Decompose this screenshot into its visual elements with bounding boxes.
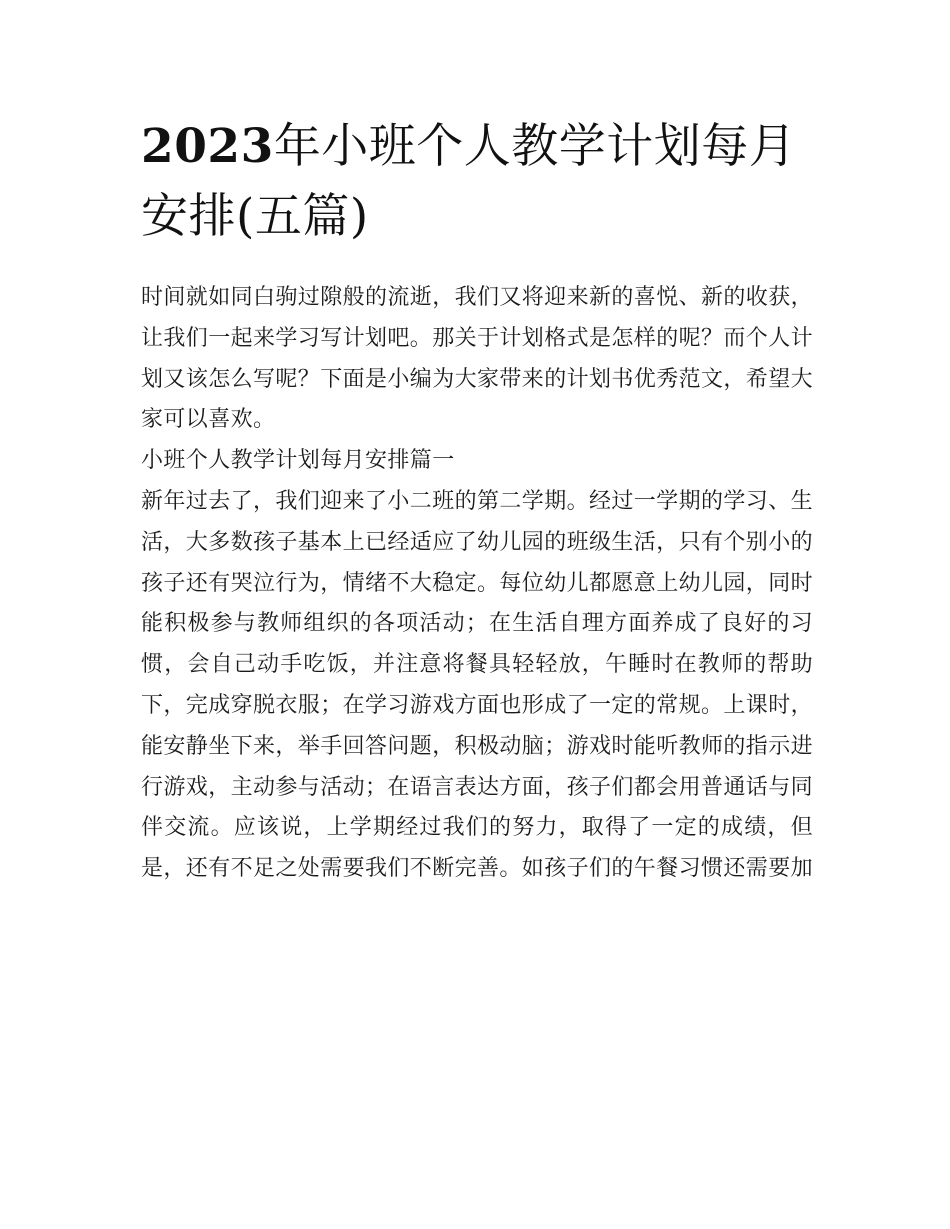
document-title (141, 112, 813, 252)
title-text: 年小班个人教学计划每月安排(五篇) (141, 119, 797, 244)
title-year: 2023 (141, 119, 274, 174)
section-body-paragraph: 新年过去了，我们迎来了小二班的第二学期。经过一学期的学习、生活，大多数孩子基本上已经适应了幼儿园的班级生活，只有个别小的孩子还有哭泣行为，情绪不大稳定。每位幼儿都愿意上幼儿园，同时能积极参与教师组织的各项活动；在生活自理方面养成了良好的习惯，会自己动手吃饭，并注意将餐具轻轻放，午睡时在教师的帮助下，完成穿脱衣服；在学习游戏方面也形成了一定的常规。上课时，能安静坐下来，举手回答问题，积极动脑；游戏时能听教师的指示进行游戏，主动参与活动；在语言表达方面，孩子们都会用普通话与同伴交流。应该说，上学期经过我们的努力，取得了一定的成绩，但是，还有不足之处需要我们不断完善。如孩子们的午餐习惯还需要加 (141, 488, 814, 882)
document-content (141, 112, 813, 890)
intro-paragraph: 时间就如同白驹过隙般的流逝，我们又将迎来新的喜悦、新的收获，让我们一起来学习写计划吧。那关于计划格式是怎样的呢？而个人计划又该怎么写呢？下面是小编为大家带来的计划书优秀范文，希望大家可以喜欢。 (141, 285, 814, 433)
section-heading: 小班个人教学计划每月安排篇一 (141, 448, 455, 474)
